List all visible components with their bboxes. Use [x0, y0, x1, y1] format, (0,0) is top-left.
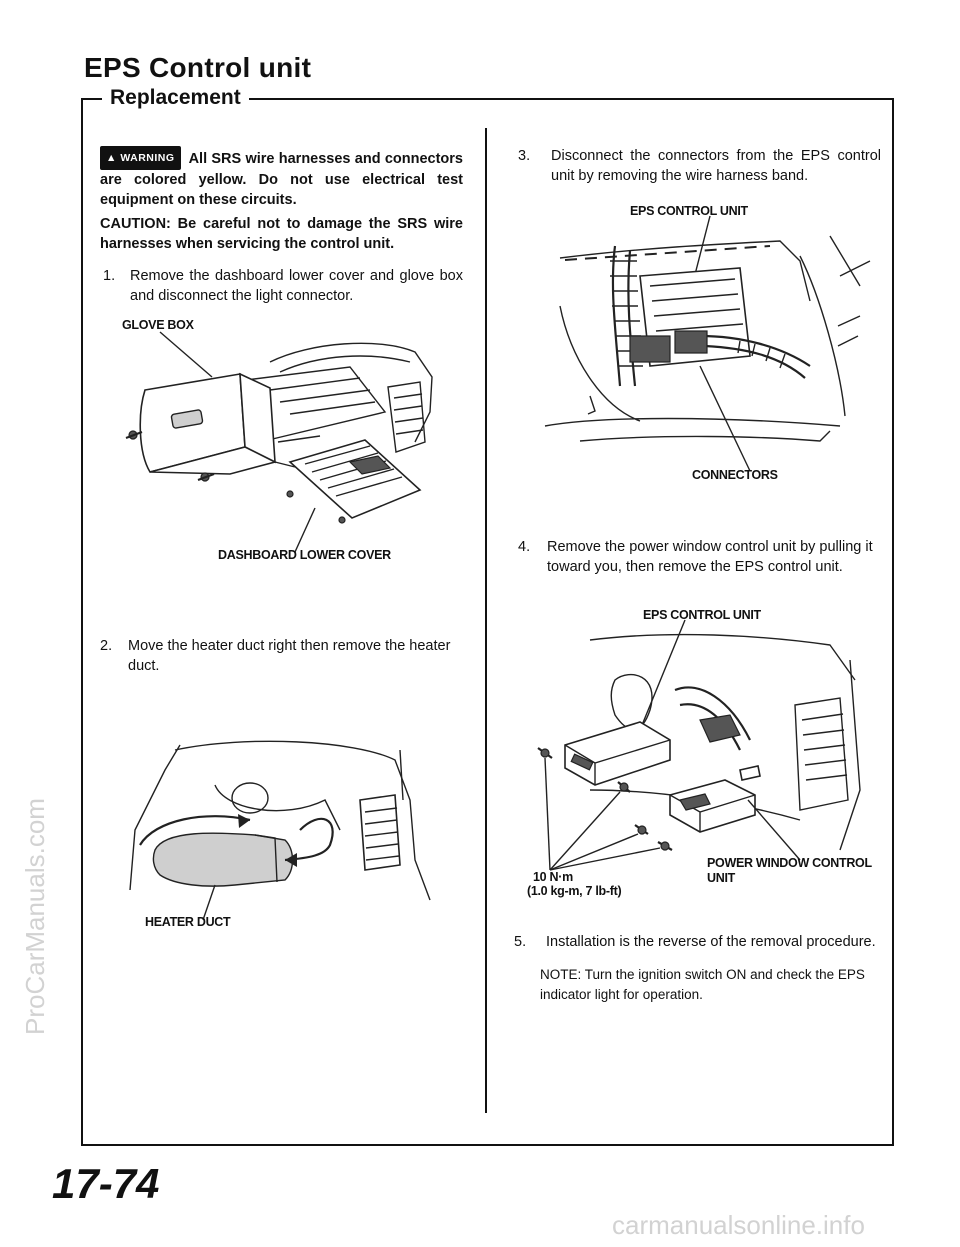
- torque-alt-label: (1.0 kg-m, 7 lb-ft): [527, 884, 622, 898]
- bottom-watermark: carmanualsonline.info: [612, 1210, 865, 1240]
- step-number: 1.: [103, 268, 116, 284]
- connectors-illustration: [540, 216, 880, 476]
- warning-badge: ▲ WARNING: [100, 146, 181, 170]
- step-5-text: Installation is the reverse of the removal procedure.: [546, 934, 876, 950]
- warning-block: [100, 146, 463, 210]
- torque-label: 10 N·m: [533, 870, 573, 884]
- step-number: 2.: [100, 638, 113, 654]
- eps-control-unit-label: EPS CONTROL UNIT: [643, 608, 761, 622]
- step-4-text: Remove the power window control unit by pulling it toward you, then remove the EPS control unit.: [547, 539, 873, 575]
- heater-duct-illustration: [125, 740, 445, 920]
- eps-control-unit-illustration: [530, 620, 880, 880]
- eps-control-unit-label: EPS CONTROL UNIT: [630, 204, 748, 218]
- note-text: NOTE: Turn the ignition switch ON and check the EPS indicator light for operation.: [540, 967, 865, 1002]
- warning-text: All SRS wire harnesses and connectors are colored yellow. Do not use electrical test equipment on these circuits.: [100, 151, 463, 208]
- page-number: 17-74: [52, 1160, 160, 1207]
- step-number: 5.: [514, 934, 527, 950]
- step-number: 3.: [518, 148, 531, 164]
- connectors-label: CONNECTORS: [692, 468, 778, 482]
- glove-box-label: GLOVE BOX: [122, 318, 194, 332]
- step-1-text: Remove the dashboard lower cover and glove box and disconnect the light connector.: [130, 268, 463, 304]
- glove-box-illustration: [120, 332, 450, 562]
- section-title: Replacement: [102, 86, 249, 110]
- side-watermark: ProCarManuals.com: [20, 798, 50, 1035]
- step-2-text: Move the heater duct right then remove the heater duct.: [128, 638, 451, 674]
- dashboard-lower-cover-label: DASHBOARD LOWER COVER: [218, 548, 391, 562]
- page-title: EPS Control unit: [84, 52, 312, 83]
- caution-text: CAUTION: Be careful not to damage the SRS wire harnesses when servicing the control unit.: [100, 216, 463, 252]
- heater-duct-label: HEATER DUCT: [145, 915, 231, 929]
- step-number: 4.: [518, 539, 531, 555]
- power-window-control-unit-label: POWER WINDOW CONTROL UNIT: [707, 856, 872, 885]
- column-divider: [485, 128, 487, 1113]
- step-3-text: Disconnect the connectors from the EPS control unit by removing the wire harness band.: [551, 148, 881, 184]
